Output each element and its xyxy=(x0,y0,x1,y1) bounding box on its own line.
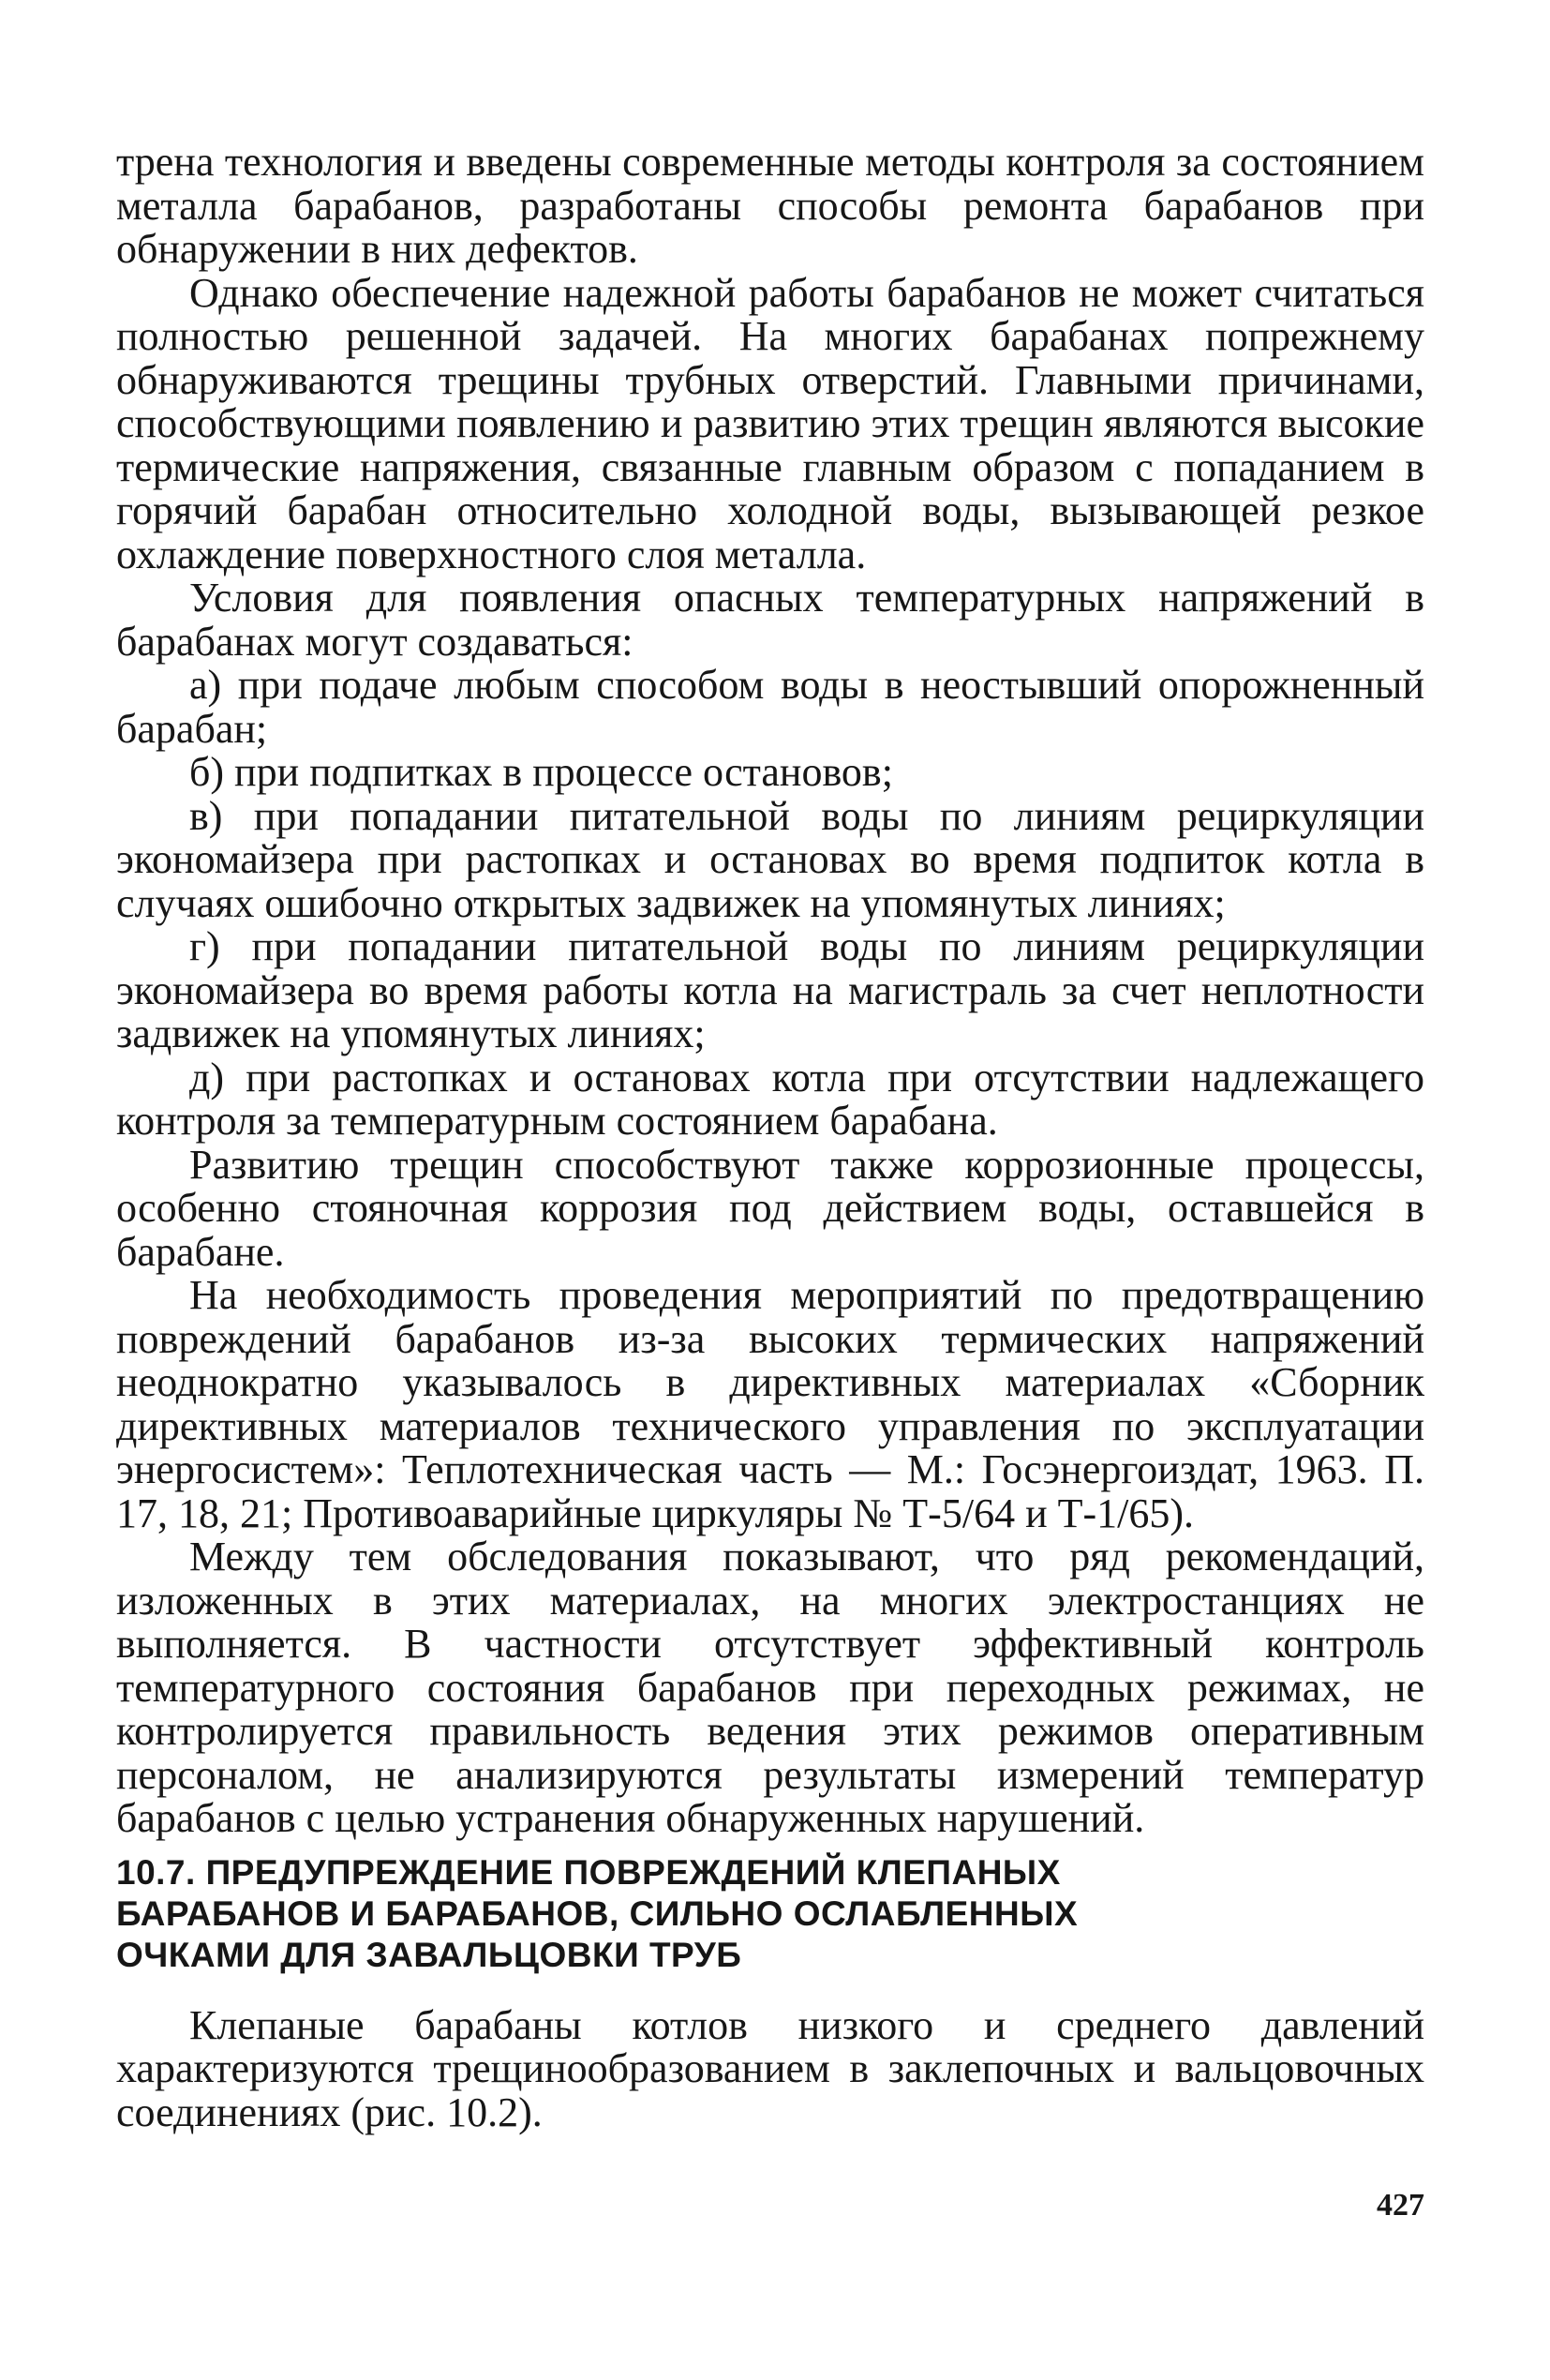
section-heading-line-3: ОЧКАМИ ДЛЯ ЗАВАЛЬЦОВКИ ТРУБ xyxy=(116,1935,742,1974)
paragraph-reliability: Однако обеспечение надежной работы барабанов не может считаться полностью решенной задачей. На многих барабанах попрежнему обнаруживаются трещины трубных отверстий. Главными причинами, способствующими появлению и развитию этих трещин являются высокие термические напряжения, связанные главным образом с попаданием в горячий барабан относительно холодной воды, вызывающей резкое охлаждение поверхностного слоя металла. xyxy=(116,269,1424,577)
page-body xyxy=(116,141,1424,2134)
paragraph-directives: На необходимость проведения мероприятий по предотвращению повреждений барабанов из-за высоких термических напряжений неоднократно указывалось в директивных материалах «Сборник директивных материалов технического управления по эксплуатации энергосистем»: Теплотехническая часть — М.: Госэнергоиздат, 1963. П. 17, 18, 21; Противоаварийные циркуляры № Т-5/64 и Т-1/65). xyxy=(116,1272,1424,1536)
list-item-v: в) при попадании питательной воды по линиям рециркуляции экономайзера при растопках и остановах во время подпиток котла в случаях ошибочно открытых задвижек на упомянутых линиях; xyxy=(116,792,1424,926)
section-heading-line-1: 10.7. ПРЕДУПРЕЖДЕНИЕ ПОВРЕЖДЕНИЙ КЛЕПАНЫХ xyxy=(116,1852,1061,1892)
list-item-d: д) при растопках и остановах котла при отсутствии надлежащего контроля за температурным состоянием барабана. xyxy=(116,1054,1424,1144)
paragraph-surveys: Между тем обследования показывают, что ряд рекомендаций, изложенных в этих материалах, на многих электростанциях не выполняется. В частности отсутствует эффективный контроль температурного состояния барабанов при переходных режимах, не контролируется правильность ведения этих режимов оперативным персоналом, не анализируются результаты измерений температур барабанов с целью устранения обнаруженных нарушений. xyxy=(116,1534,1424,1841)
list-item-a: а) при подаче любым способом воды в неостывший опорожненный барабан; xyxy=(116,662,1424,752)
section-heading xyxy=(116,1852,1424,1976)
section-heading-line-2: БАРАБАНОВ И БАРАБАНОВ, СИЛЬНО ОСЛАБЛЕННЫХ xyxy=(116,1894,1079,1933)
paragraph-continuation: трена технология и введены современные методы контроля за состоянием металла барабанов, разработаны способы ремонта барабанов при обнаружении в них дефектов. xyxy=(116,139,1424,272)
page-number: 427 xyxy=(1377,2188,1424,2223)
section-paragraph: Клепаные барабаны котлов низкого и среднего давлений характеризуются трещинообразованием в заклепочных и вальцовочных соединениях (рис. 10.2). xyxy=(116,2001,1424,2135)
list-item-g: г) при попадании питательной воды по линиям рециркуляции экономайзера во время работы котла на магистраль за счет неплотности задвижек на упомянутых линиях; xyxy=(116,923,1424,1056)
list-item-b: б) при подпитках в процессе остановов; xyxy=(189,749,893,795)
paragraph-corrosion: Развитию трещин способствуют также коррозионные процессы, особенно стояночная коррозия под действием воды, оставшейся в барабане. xyxy=(116,1141,1424,1275)
paragraph-conditions-intro: Условия для появления опасных температурных напряжений в барабанах могут создаваться: xyxy=(116,575,1424,665)
